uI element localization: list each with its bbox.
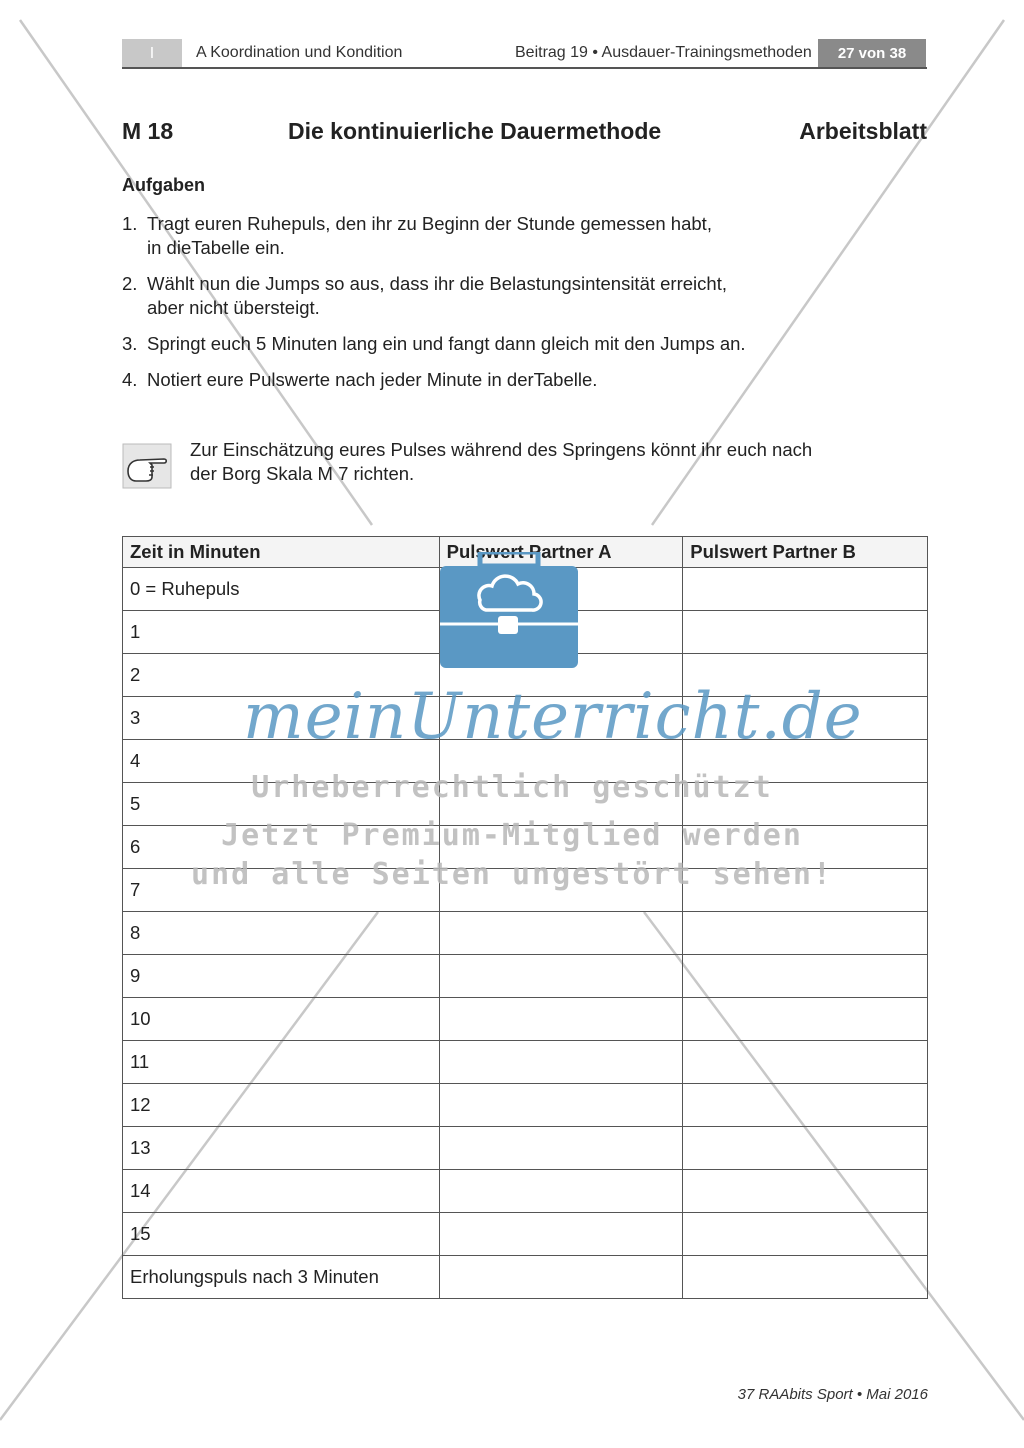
partner-a-cell[interactable]	[439, 1170, 683, 1213]
watermark-brand: meinUnterricht.de	[243, 680, 863, 754]
time-cell: 5	[123, 783, 440, 826]
table-row	[123, 998, 928, 1041]
task-text-cont: aber nicht übersteigt.	[147, 297, 320, 318]
time-cell: 3	[123, 697, 440, 740]
time-cell: Erholungspuls nach 3 Minuten	[123, 1256, 440, 1299]
time-cell: 11	[123, 1041, 440, 1084]
time-cell: 4	[123, 740, 440, 783]
time-cell: 1	[123, 611, 440, 654]
section-title: A Koordination und Kondition	[196, 44, 403, 61]
partner-a-cell[interactable]	[439, 912, 683, 955]
time-cell: 12	[123, 1084, 440, 1127]
partner-b-cell[interactable]	[683, 912, 928, 955]
time-cell: 2	[123, 654, 440, 697]
column-header: Pulswert Partner A	[439, 537, 683, 568]
task-number: 2.	[122, 273, 138, 294]
watermark-line: Jetzt Premium-Mitglied werden	[221, 818, 803, 853]
partner-b-cell[interactable]	[683, 1041, 928, 1084]
table-row	[123, 1213, 928, 1256]
header-rule	[122, 67, 927, 69]
partner-a-cell[interactable]	[439, 1127, 683, 1170]
time-cell: 15	[123, 1213, 440, 1256]
worksheet-type: Arbeitsblatt	[799, 118, 927, 144]
time-cell: 10	[123, 998, 440, 1041]
partner-b-cell[interactable]	[683, 1256, 928, 1299]
partner-a-cell[interactable]	[439, 1084, 683, 1127]
task-item	[122, 272, 882, 320]
briefcase-cloud-icon	[440, 552, 580, 670]
hint-line: der Borg Skala M 7 richten.	[190, 463, 415, 484]
partner-b-cell[interactable]	[683, 1084, 928, 1127]
table-row	[123, 1084, 928, 1127]
table-row	[123, 1041, 928, 1084]
hint-text	[190, 438, 930, 486]
article-title: Beitrag 19 • Ausdauer-Trainingsmethoden	[515, 44, 812, 61]
watermark-line: und alle Seiten ungestört sehen!	[191, 857, 833, 892]
column-header: Zeit in Minuten	[123, 537, 440, 568]
tasks-heading: Aufgaben	[122, 175, 205, 195]
task-item	[122, 332, 882, 356]
time-cell: 9	[123, 955, 440, 998]
page-number: 27 von 38	[818, 39, 926, 68]
task-number: 1.	[122, 213, 138, 234]
table-row	[123, 1256, 928, 1299]
partner-b-cell[interactable]	[683, 1127, 928, 1170]
task-item	[122, 368, 882, 392]
partner-a-cell[interactable]	[439, 955, 683, 998]
partner-b-cell[interactable]	[683, 611, 928, 654]
task-number: 4.	[122, 369, 138, 390]
pointing-hand-icon	[122, 443, 172, 489]
time-cell: 13	[123, 1127, 440, 1170]
worksheet-title: Die kontinuierliche Dauermethode	[288, 118, 662, 144]
partner-a-cell[interactable]	[439, 998, 683, 1041]
table-row	[123, 1127, 928, 1170]
task-text-cont: in dieTabelle ein.	[147, 237, 285, 258]
material-code: M 18	[122, 118, 174, 144]
partner-a-cell[interactable]	[439, 1213, 683, 1256]
partner-b-cell[interactable]	[683, 998, 928, 1041]
table-row	[123, 912, 928, 955]
task-text: Notiert eure Pulswerte nach jeder Minute in derTabelle.	[147, 369, 598, 390]
time-cell: 14	[123, 1170, 440, 1213]
section-number: I	[122, 39, 182, 68]
partner-b-cell[interactable]	[683, 955, 928, 998]
table-row	[123, 955, 928, 998]
page-footer: 37 RAAbits Sport • Mai 2016	[737, 1386, 928, 1403]
page-title	[122, 118, 927, 148]
time-cell: 0 = Ruhepuls	[123, 568, 440, 611]
partner-a-cell[interactable]	[439, 1041, 683, 1084]
time-cell: 6	[123, 826, 440, 869]
task-list	[122, 212, 882, 404]
partner-b-cell[interactable]	[683, 1170, 928, 1213]
partner-b-cell[interactable]	[683, 568, 928, 611]
task-text: Tragt euren Ruhepuls, den ihr zu Beginn der Stunde gemessen habt,	[147, 213, 712, 234]
task-number: 3.	[122, 333, 138, 354]
watermark-line: Urheberrechtlich geschützt	[251, 770, 773, 805]
table-row	[123, 1170, 928, 1213]
hint-line: Zur Einschätzung eures Pulses während des Springens könnt ihr euch nach	[190, 439, 813, 460]
column-header: Pulswert Partner B	[683, 537, 928, 568]
partner-a-cell[interactable]	[439, 1256, 683, 1299]
task-text: Wählt nun die Jumps so aus, dass ihr die Belastungsintensität erreicht,	[147, 273, 727, 294]
time-cell: 8	[123, 912, 440, 955]
partner-b-cell[interactable]	[683, 1213, 928, 1256]
task-text: Springt euch 5 Minuten lang ein und fangt dann gleich mit den Jumps an.	[147, 333, 746, 354]
task-item	[122, 212, 882, 260]
time-cell: 7	[123, 869, 440, 912]
